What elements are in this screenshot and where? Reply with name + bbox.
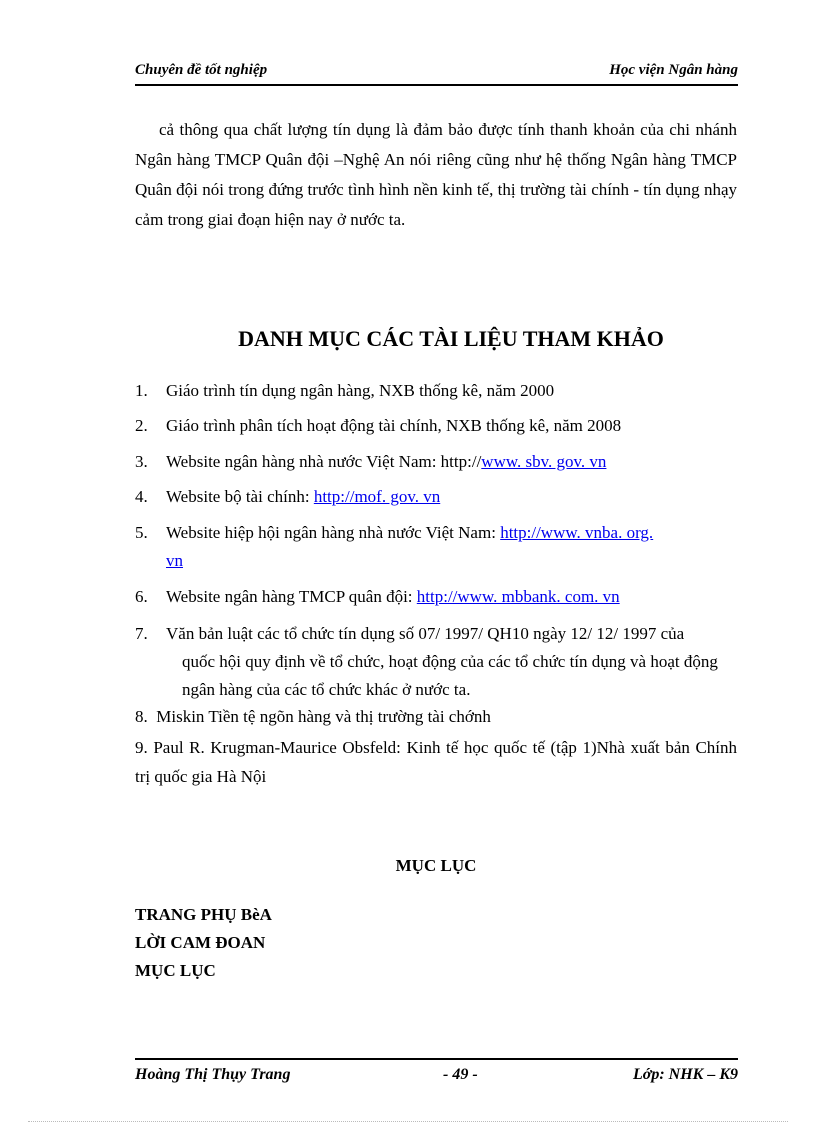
- reference-number: 4.: [135, 487, 148, 506]
- reference-number: 1.: [135, 381, 148, 400]
- reference-text: Paul R. Krugman-Maurice Obsfeld: Kinh tế học quốc tế (tập 1)Nhà xuất bản Chính trị quốc gia Hà Nội: [135, 738, 738, 786]
- header-left-title: Chuyên đề tốt nghiệp: [135, 62, 268, 78]
- reference-item-1: [135, 378, 554, 403]
- page-footer: [135, 1058, 738, 1086]
- reference-item-9: [135, 733, 737, 791]
- references-title: DANH MỤC CÁC TÀI LIỆU THAM KHẢO: [238, 326, 664, 351]
- reference-item-7: [135, 621, 684, 646]
- footer-class: Lớp: NHK – K9: [632, 1066, 738, 1083]
- reference-item-2: [135, 413, 621, 438]
- footer-author: Hoàng Thị Thụy Trang: [135, 1066, 291, 1083]
- reference-item-5: [135, 520, 653, 545]
- reference-text: Website ngân hàng TMCP quân đội:: [166, 587, 417, 606]
- reference-text: Văn bản luật các tổ chức tín dụng số 07/ 1997/ QH10 ngày 12/ 12/ 1997 của: [166, 624, 685, 643]
- reference-item-6: [135, 584, 620, 609]
- toc-item-contents: MỤC LỤC: [135, 961, 216, 980]
- reference-number: 6.: [135, 587, 148, 606]
- reference-item-8: [135, 704, 491, 729]
- reference-link-mbbank[interactable]: http://www. mbbank. com. vn: [416, 587, 620, 606]
- reference-number: 7.: [135, 624, 148, 643]
- reference-text: Website bộ tài chính:: [166, 487, 314, 506]
- reference-link-vnba[interactable]: http://www. vnba. org.: [500, 523, 654, 542]
- reference-number: 3.: [135, 452, 148, 471]
- footer-page-number: - 49 -: [443, 1066, 478, 1083]
- reference-number: 5.: [135, 523, 148, 542]
- reference-link-mof[interactable]: http://mof. gov. vn: [313, 487, 441, 506]
- reference-number: 2.: [135, 416, 148, 435]
- toc-title: MỤC LỤC: [395, 856, 477, 875]
- page-bottom-divider: [28, 1121, 788, 1122]
- toc-item-declaration: LỜI CAM ĐOAN: [135, 933, 266, 952]
- reference-text: Giáo trình tín dụng ngân hàng, NXB thống kê, năm 2000: [166, 381, 555, 400]
- reference-text: Miskin Tiền tệ ngõn hàng và thị trường tài chớnh: [156, 707, 491, 726]
- reference-number: 9.: [135, 738, 148, 757]
- reference-text: Website hiệp hội ngân hàng nhà nước Việt Nam:: [166, 523, 501, 542]
- reference-item-3: [135, 449, 606, 474]
- reference-item-4: [135, 484, 440, 509]
- toc-item-cover-page: TRANG PHỤ BèA: [135, 905, 272, 924]
- reference-text: Website ngân hàng nhà nước Việt Nam: http://: [166, 452, 482, 471]
- reference-link-vnba-continued[interactable]: vn: [166, 551, 183, 570]
- reference-item-5-continuation: [166, 548, 183, 573]
- reference-text: Giáo trình phân tích hoạt động tài chính, NXB thống kê, năm 2008: [166, 416, 622, 435]
- reference-item-7-line-3: ngân hàng của các tổ chức khác ở nước ta.: [182, 680, 471, 699]
- intro-paragraph: cả thông qua chất lượng tín dụng là đảm bảo được tính thanh khoản của chi nhánh Ngân hàng TMCP Quân đội –Nghệ An nói riêng cũng như hệ thống Ngân hàng TMCP Quân đội nói trong đứng trước tình hình nền kinh tế, thị trường tài chính - tín dụng nhạy cảm trong giai đoạn hiện nay ở nước ta.: [135, 120, 737, 229]
- header-right-title: Học viện Ngân hàng: [609, 62, 738, 78]
- page-header: [135, 62, 738, 86]
- reference-item-7-line-2: quốc hội quy định về tổ chức, hoạt động của các tổ chức tín dụng và hoạt động: [182, 652, 718, 671]
- reference-link-sbv[interactable]: www. sbv. gov. vn: [481, 452, 607, 471]
- reference-number: 8.: [135, 707, 148, 726]
